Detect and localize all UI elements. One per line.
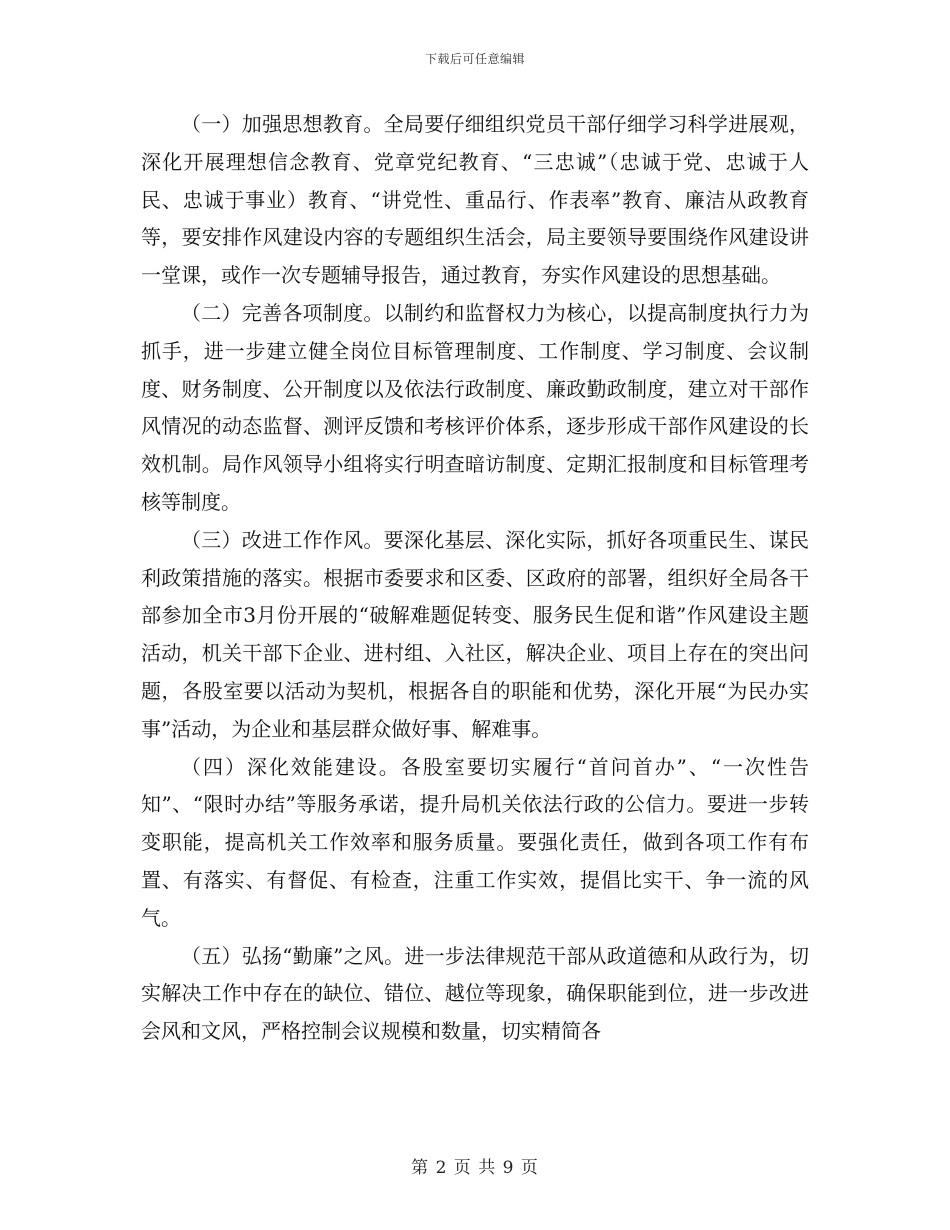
page-number-footer: 第 2 页 共 9 页 <box>411 1158 539 1178</box>
paragraph-5: （五）弘扬“勤廉”之风。进一步法律规范干部从政道德和从政行为，切实解决工作中存在的缺位、错位、越位等现象，确保职能到位，进一步改进会风和文风，严格控制会议规模和数量，切实精简各 <box>141 943 809 1044</box>
page-header: 下载后可任意编辑 <box>424 52 525 66</box>
paragraph-4: （四）深化效能建设。各股室要切实履行“首问首办”、“一次性告知”、“限时办结”等服务承诺，提升局机关依法行政的公信力。要进一步转变职能，提高机关工作效率和服务质量。要强化责任，做到各项工作有布置、有落实、有督促、有检查，注重工作实效，提倡比实干、争一流的风气。 <box>141 754 809 930</box>
paragraph-3: （三）改进工作作风。要深化基层、深化实际，抓好各项重民生、谋民利政策措施的落实。根据市委要求和区委、区政府的部署，组织好全局各干部参加全市3月份开展的“破解难题促转变、服务民生促和谐”作风建设主题活动，机关干部下企业、进村组、入社区，解决企业、项目上存在的突出问题，各股室要以活动为契机，根据各自的职能和优势，深化开展“为民办实事”活动，为企业和基层群众做好事、解难事。 <box>141 527 809 741</box>
document-body <box>141 106 809 1051</box>
paragraph-2: （二）完善各项制度。以制约和监督权力为核心，以提高制度执行力为抓手，进一步建立健全岗位目标管理制度、工作制度、学习制度、会议制度、财务制度、公开制度以及依法行政制度、廉政勤政制度，建立对干部作风情况的动态监督、测评反馈和考核评价体系，逐步形成干部作风建设的长效机制。局作风领导小组将实行明查暗访制度、定期汇报制度和目标管理考核等制度。 <box>141 300 809 514</box>
paragraph-1: （一）加强思想教育。全局要仔细组织党员干部仔细学习科学进展观，深化开展理想信念教育、党章党纪教育、“三忠诚”（忠诚于党、忠诚于人民、忠诚于事业）教育、“讲党性、重品行、作表率”教育、廉洁从政教育等，要安排作风建设内容的专题组织生活会，局主要领导要围绕作风建设讲一堂课，或作一次专题辅导报告，通过教育，夯实作风建设的思想基础。 <box>141 112 809 288</box>
